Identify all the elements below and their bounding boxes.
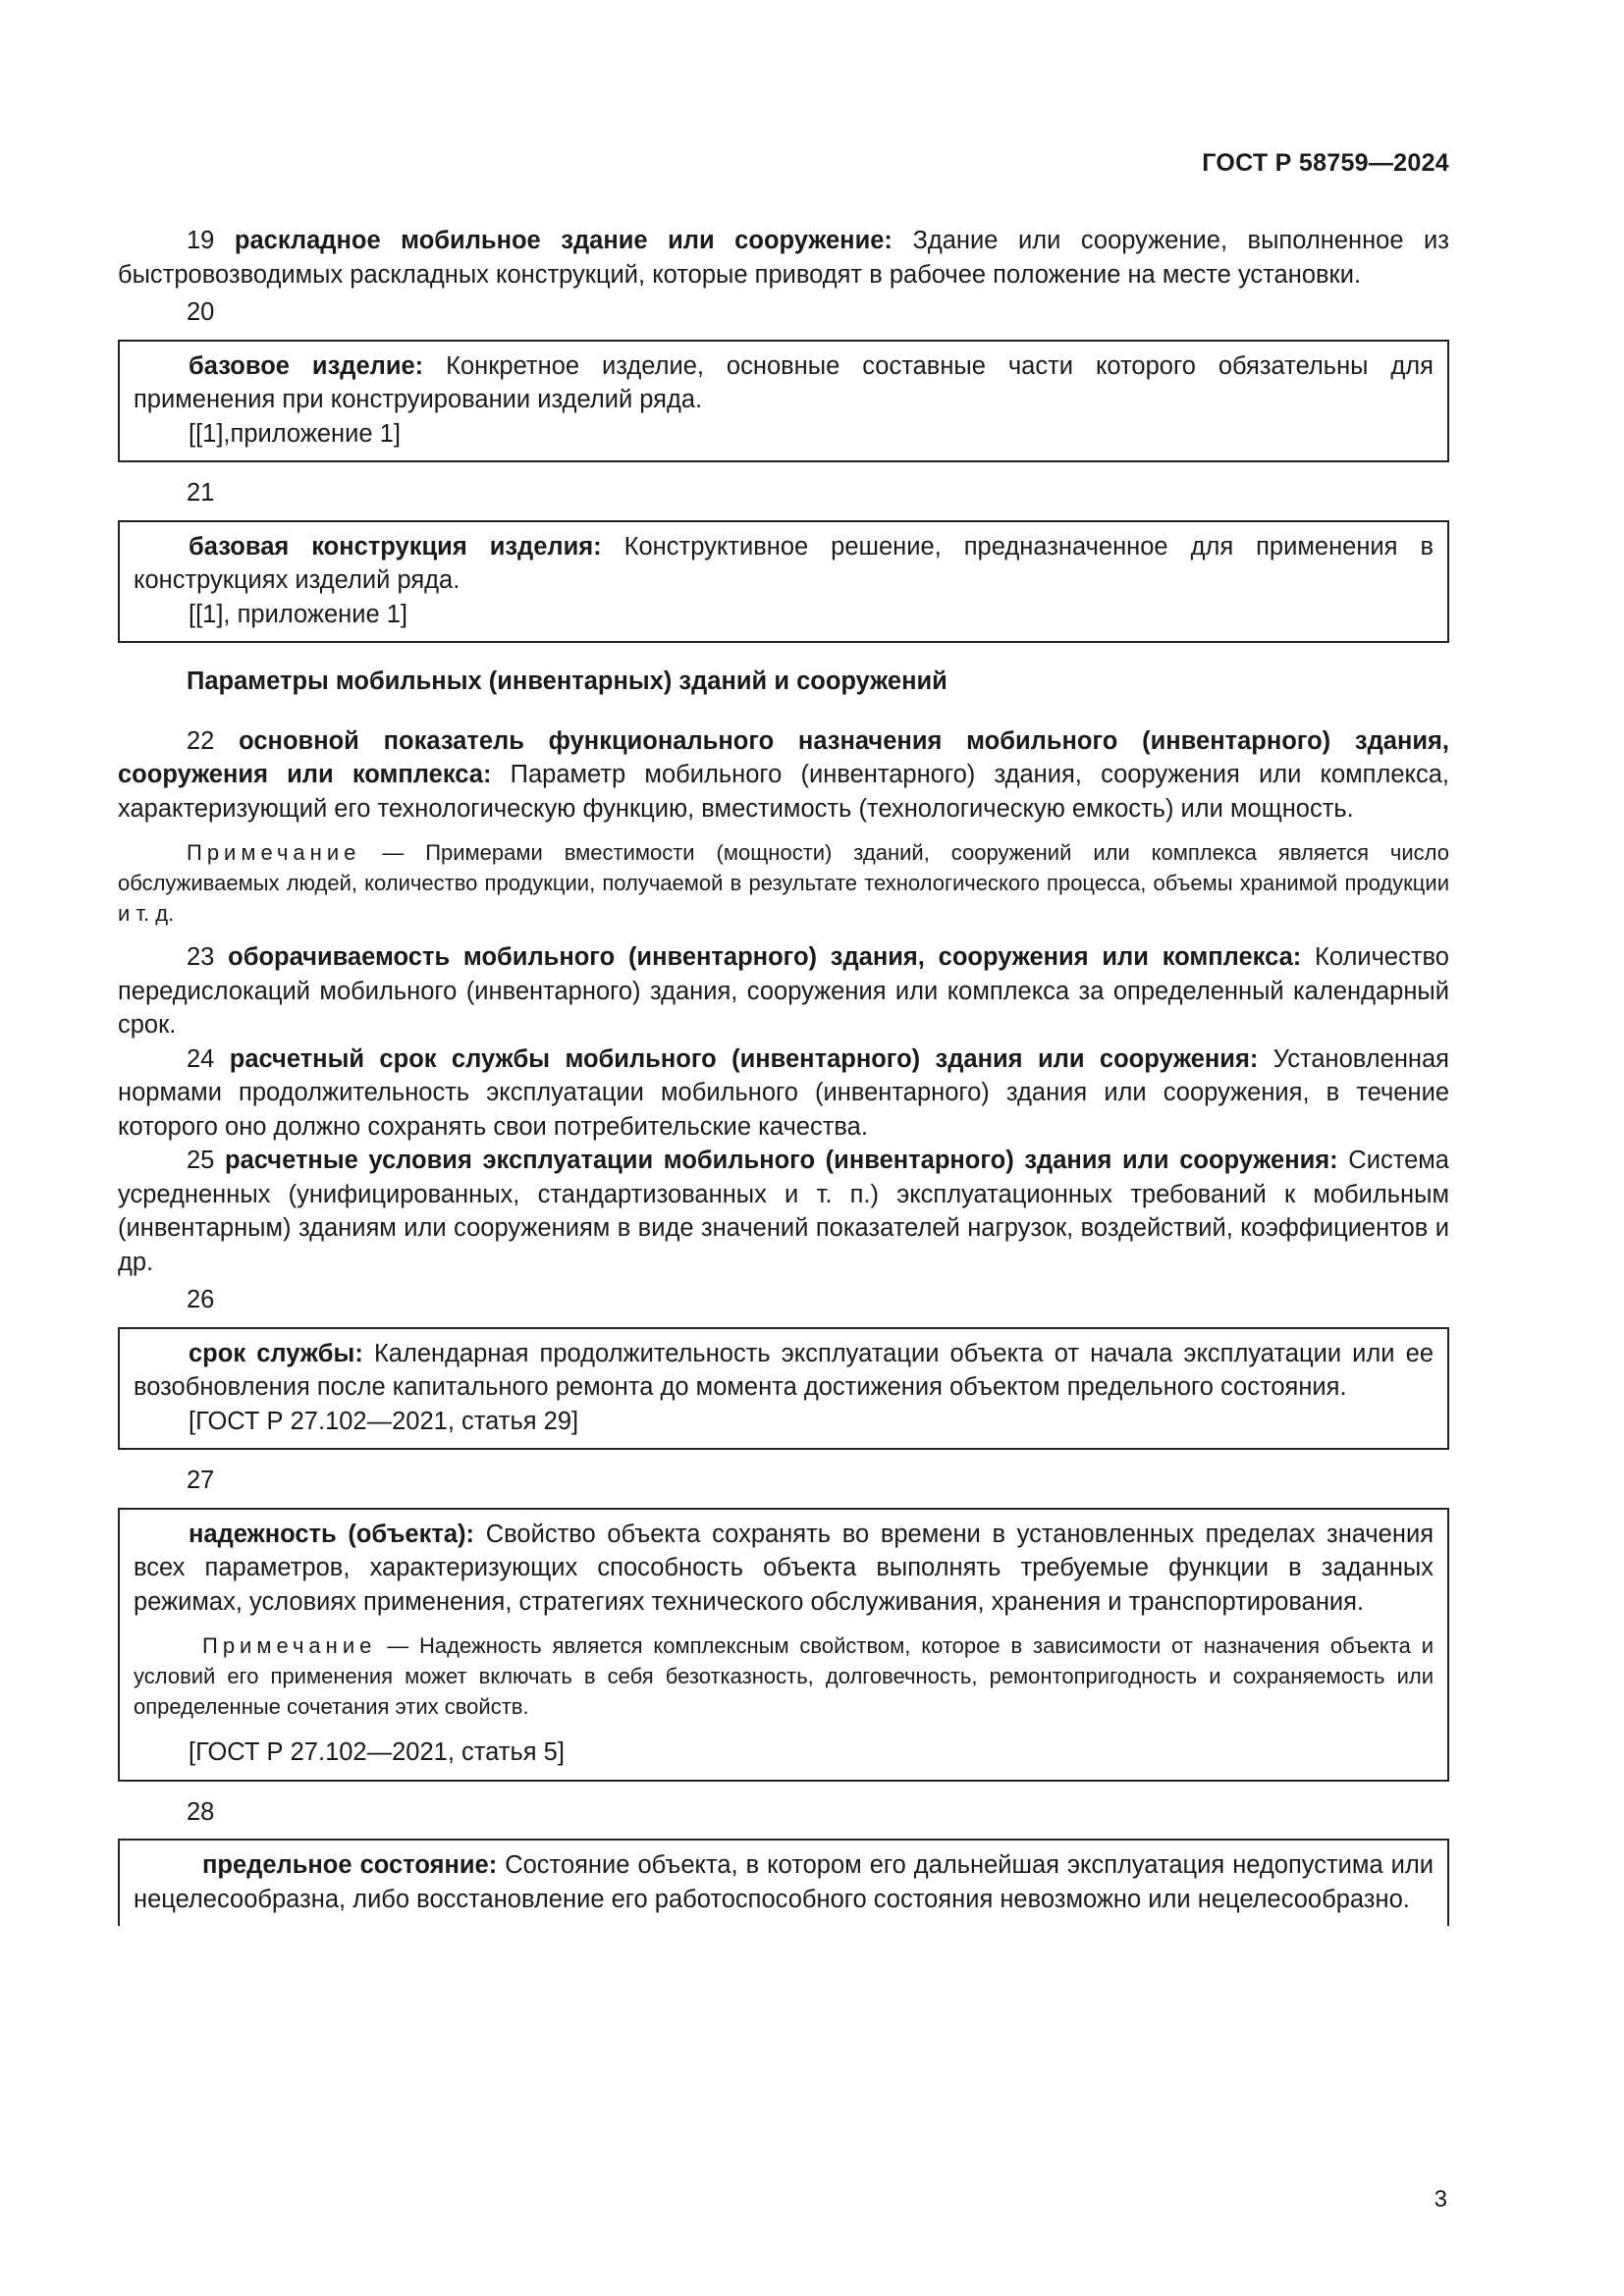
term-27 — [134, 1518, 1434, 1620]
term-definition: Количество передислокаций мобильного (инвентарного) здания, сооружения или комплекса за определенный календарный срок. — [118, 943, 1449, 1039]
note-text: — Примерами вместимости (мощности) зданий, сооружений или комплекса является число обслуживаемых людей, количество продукции, получаемой в результате технологического процесса, объемы хранимой продукции и т. д. — [118, 840, 1449, 926]
term-23 — [118, 940, 1449, 1042]
term-definition: Состояние объекта, в котором его дальнейшая эксплуатация недопустима или нецелесообразна, либо восстановление его работоспособного состояния невозможно или нецелесообразно. — [134, 1851, 1435, 1913]
term-title: расчетные условия эксплуатации мобильного (инвентарного) здания или сооружения: — [225, 1147, 1338, 1174]
term-25 — [118, 1144, 1449, 1279]
term-title: основной показатель функционального назначения мобильного (инвентарного) здания, сооружения или комплекса: — [118, 726, 1449, 788]
term-title: базовое изделие: — [189, 351, 424, 380]
term-21 — [134, 530, 1434, 598]
term-definition: Конструктивное решение, предназначенное для применения в конструкциях изделий ряда. — [134, 532, 1434, 594]
term-definition: Здание или сооружение, выполненное из быстровозводимых раскладных конструкций, которые приводят в рабочее положение на месте установки. — [118, 227, 1449, 289]
term-21-box — [118, 520, 1449, 644]
term-title: срок службы: — [189, 1339, 363, 1367]
term-27-note — [134, 1630, 1434, 1722]
term-title: предельное состояние: — [202, 1851, 498, 1879]
term-number: 23 — [187, 943, 215, 971]
term-20-number: 20 — [187, 298, 215, 326]
term-26 — [134, 1337, 1434, 1405]
term-number: 24 — [187, 1044, 215, 1073]
term-26-number: 26 — [187, 1286, 215, 1313]
term-definition: Календарная продолжительность эксплуатации объекта от начала эксплуатации или ее возобновления после капитального ремонта до момента достижения объектом предельного состояния. — [134, 1339, 1434, 1401]
term-22-note — [118, 837, 1449, 929]
term-title: базовая конструкция изделия: — [189, 532, 602, 561]
term-19 — [118, 224, 1449, 292]
term-24 — [118, 1042, 1449, 1145]
term-title: надежность (объекта): — [189, 1520, 475, 1548]
term-28-box — [118, 1839, 1449, 1926]
term-20-box — [118, 340, 1449, 463]
term-source: [ГОСТ Р 27.102—2021, статья 5] — [189, 1738, 565, 1766]
term-22 — [118, 724, 1449, 827]
term-title: раскладное мобильное здание или сооружение: — [234, 227, 893, 254]
term-source: [[1], приложение 1] — [189, 600, 408, 628]
term-definition: Установленная нормами продолжительность эксплуатации мобильного (инвентарного) здания или сооружения, в течение которого оно должно сохранять свои потребительские качества. — [118, 1044, 1449, 1141]
term-source: [[1],приложение 1] — [189, 419, 401, 448]
note-label: Примечание — [187, 840, 361, 865]
term-27-box — [118, 1508, 1449, 1782]
term-26-box — [118, 1327, 1449, 1451]
document-code: ГОСТ Р 58759—2024 — [1202, 149, 1449, 177]
section-heading: Параметры мобильных (инвентарных) зданий и сооружений — [187, 667, 947, 695]
term-number: 19 — [187, 227, 215, 254]
term-definition: Свойство объекта сохранять во времени в установленных пределах значения всех параметров, характеризующих способность объекта выполнять требуемые функции в заданных режимах, условиях применения, стратегиях технического обслуживания, хранения и транспортирования. — [134, 1520, 1434, 1616]
term-28 — [134, 1848, 1434, 1916]
term-number: 22 — [187, 726, 215, 755]
page-content — [118, 224, 1449, 1926]
term-title: расчетный срок службы мобильного (инвентарного) здания или сооружения: — [229, 1044, 1259, 1073]
term-21-number: 21 — [187, 479, 215, 507]
term-27-number: 27 — [187, 1467, 215, 1494]
term-definition: Система усредненных (унифицированных, стандартизованных и т. п.) эксплуатационных требований к мобильным (инвентарным) зданиям или сооружениям в виде значений показателей нагрузок, воздействий, коэффициентов и др. — [118, 1147, 1449, 1276]
note-label: Примечание — [202, 1633, 377, 1658]
term-source: [ГОСТ Р 27.102—2021, статья 29] — [189, 1407, 579, 1435]
note-text: — Надежность является комплексным свойством, которое в зависимости от назначения объекта и условий его применения может включать в себя безотказность, долговечность, ремонтопригодность и сохраняемость или определенные сочетания этих свойств. — [134, 1633, 1434, 1719]
term-definition: Параметр мобильного (инвентарного) здания, сооружения или комплекса, характеризующий его технологическую функцию, вместимость (технологическую емкость) или мощность. — [118, 761, 1450, 823]
term-definition: Конкретное изделие, основные составные части которого обязательны для применения при конструировании изделий ряда. — [134, 351, 1434, 413]
page-number: 3 — [1434, 2186, 1447, 2213]
term-28-number: 28 — [187, 1797, 215, 1826]
term-20 — [134, 349, 1434, 417]
term-title: оборачиваемость мобильного (инвентарного) здания, сооружения или комплекса: — [228, 943, 1302, 971]
term-number: 25 — [187, 1147, 215, 1174]
